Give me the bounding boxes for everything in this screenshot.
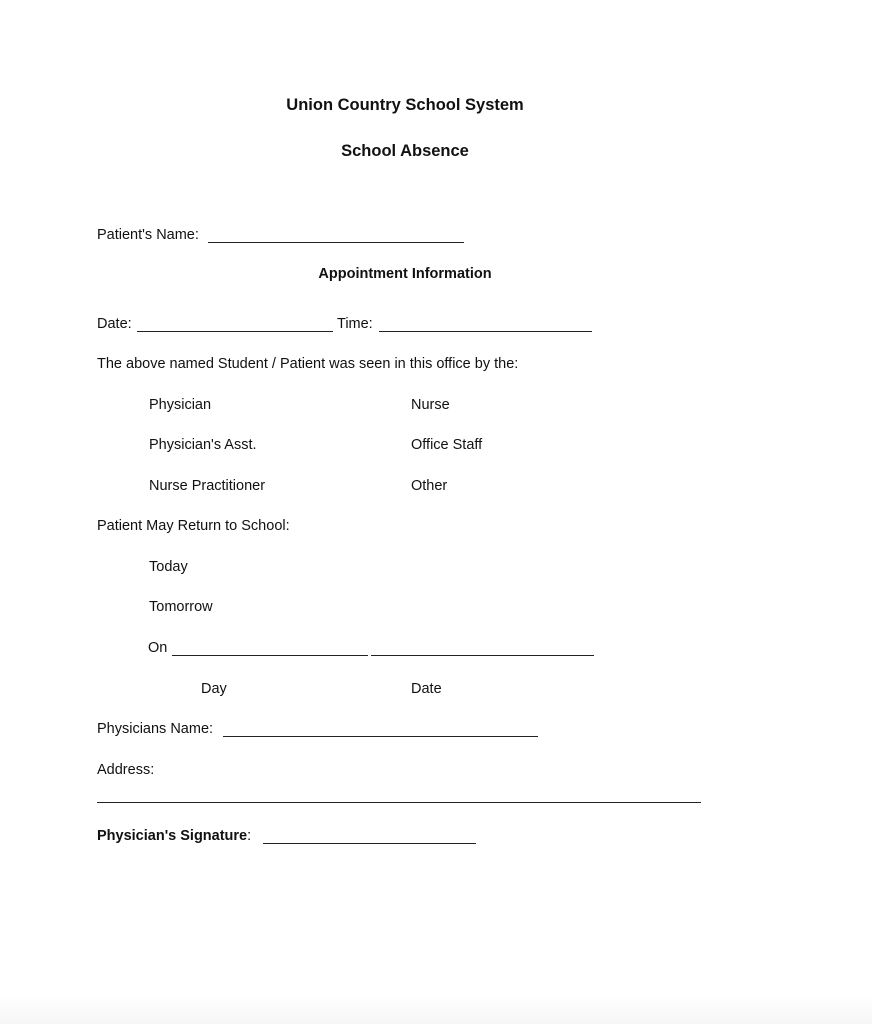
signature-field[interactable] xyxy=(263,843,476,844)
return-option-tomorrow[interactable]: Tomorrow xyxy=(149,599,213,615)
return-label: Patient May Return to School: xyxy=(97,518,290,534)
return-option-today[interactable]: Today xyxy=(149,559,188,575)
document-title: Union Country School System xyxy=(286,96,524,114)
option-office-staff[interactable]: Office Staff xyxy=(411,437,483,453)
signature-label-group xyxy=(97,828,251,844)
return-date-field[interactable] xyxy=(371,655,594,656)
option-nurse-practitioner[interactable]: Nurse Practitioner xyxy=(149,478,266,494)
date-sublabel: Date xyxy=(411,681,442,697)
address-field[interactable] xyxy=(97,802,701,803)
time-label: Time: xyxy=(337,316,373,332)
option-other[interactable]: Other xyxy=(411,478,448,494)
address-label: Address: xyxy=(97,762,155,778)
appointment-heading: Appointment Information xyxy=(318,266,492,282)
document-subtitle: School Absence xyxy=(341,142,469,160)
day-sublabel: Day xyxy=(201,681,227,697)
patient-name-field[interactable] xyxy=(208,242,464,243)
option-nurse[interactable]: Nurse xyxy=(411,397,450,413)
option-physicians-asst[interactable]: Physician's Asst. xyxy=(149,437,257,453)
return-day-field[interactable] xyxy=(172,655,368,656)
physician-name-field[interactable] xyxy=(223,736,538,737)
seen-by-statement: The above named Student / Patient was seen in this office by the: xyxy=(97,356,519,372)
option-physician[interactable]: Physician xyxy=(149,397,212,413)
time-field[interactable] xyxy=(379,331,592,332)
date-label: Date: xyxy=(97,316,132,332)
physician-name-label: Physicians Name: xyxy=(97,721,214,737)
signature-colon: : xyxy=(247,828,252,844)
return-option-on[interactable]: On xyxy=(148,640,168,656)
patient-name-label: Patient's Name: xyxy=(97,227,199,243)
signature-label: Physician's Signature xyxy=(97,828,248,844)
date-field[interactable] xyxy=(137,331,333,332)
